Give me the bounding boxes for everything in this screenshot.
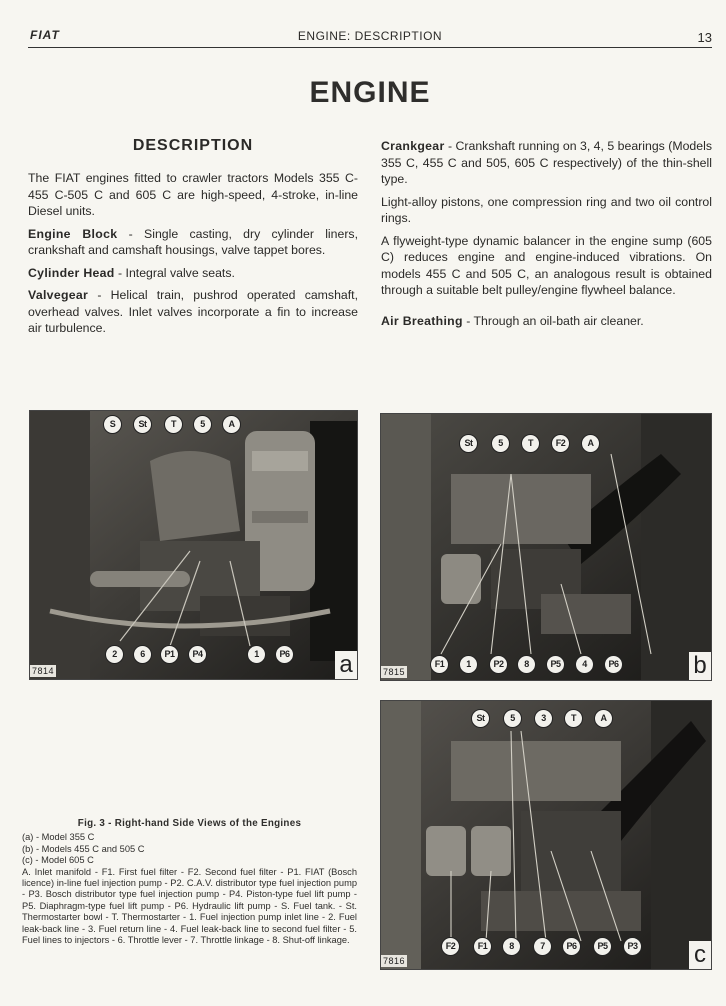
- valvegear-paragraph: Valvegear - Helical train, pushrod operated camshaft, overhead valves. Inlet valves incorporate a fin to increase air turbulence.: [28, 288, 358, 335]
- term: Valvegear: [28, 288, 89, 302]
- engine-photo-c-image: [381, 701, 711, 969]
- callout-label: 5: [193, 415, 212, 434]
- figure-caption: [22, 818, 357, 946]
- photo-code: 7815: [383, 667, 406, 677]
- callout-label: A: [594, 709, 613, 728]
- pistons-paragraph: Light-alloy pistons, one compression ring and two oil control rings.: [381, 194, 712, 225]
- callout-label: 1: [459, 655, 478, 674]
- callout-label: P2: [489, 655, 508, 674]
- callout-label: St: [471, 709, 490, 728]
- right-column: [381, 138, 712, 335]
- left-column: DESCRIPTION The FIAT engines fitted to crawler tractors Models 355 C-455 C-505 C and 605 C are high-speed, 4-stroke, in-line Diesel units. Engine Block - Single casting, dry cylinder liners, crankshaft and camshaft housings, valve tappet bores. Cylinder Head - Integral valve seats. Valvegear - Helical train, pushrod operated camshaft, overhead valves. Inlet valves incorporate a fin to increase air turbulence.: [28, 137, 358, 335]
- figure-title: Fig. 3 - Right-hand Side Views of the Engines: [77, 818, 302, 829]
- callout-label: F2: [441, 937, 460, 956]
- callout-label: 2: [105, 645, 124, 664]
- callout-label: P5: [593, 937, 612, 956]
- photo-letter: b: [689, 652, 711, 680]
- balancer-paragraph: A flyweight-type dynamic balancer in the engine sump (605 C) reduces engine and engine-induced vibrations. On models 455 C and 505 C, an analogous result is obtained through a suitable belt pulley/engine flywheel balance.: [381, 233, 712, 297]
- callout-label: 5: [491, 434, 510, 453]
- callout-label: P3: [623, 937, 642, 956]
- callout-label: 1: [247, 645, 266, 664]
- header-rule: [28, 47, 712, 48]
- brand-logo: FIAT: [30, 28, 60, 42]
- page-title: ENGINE: [309, 76, 431, 109]
- intro-paragraph: The FIAT engines fitted to crawler tractors Models 355 C-455 C-505 C and 605 C are high-speed, 4-stroke, in-line Diesel units.: [28, 171, 358, 218]
- callout-label: F2: [551, 434, 570, 453]
- engine-photo-b: [380, 413, 712, 681]
- callout-label: St: [459, 434, 478, 453]
- callout-label: A: [581, 434, 600, 453]
- term: Cylinder Head: [28, 265, 115, 280]
- callout-label: P6: [562, 937, 581, 956]
- model-line: (c) - Model 605 C: [22, 855, 94, 866]
- callout-label: T: [564, 709, 583, 728]
- callout-label: 3: [534, 709, 553, 728]
- callout-label: S: [103, 415, 122, 434]
- model-line: (a) - Model 355 C: [22, 832, 95, 843]
- callout-label: P4: [188, 645, 207, 664]
- callout-label: P6: [604, 655, 623, 674]
- figure-legend: A. Inlet manifold - F1. First fuel filter - F2. Second fuel filter - P1. FIAT (Bosch licence) in-line fuel injection pump - P2. C.A.V. distributor type fuel injection pump - P3. Bosch distributor type fuel injection pump - P4. Piston-type fuel lift pump - P5. Diaphragm-type fuel lift pump - P6. Hydraulic lift pump - S. Fuel tank. - St. Thermostarter bowl - T. Thermostarter - 1. Fuel injection pump inlet line - 2. Fuel leak-back line - 3. Fuel return line - 4. Fuel leak-back line to second fuel filter - 5. Fuel lines to injectors - 6. Throttle lever - 7. Throttle linkage - 8. Shut-off linkage.: [22, 866, 357, 946]
- engine-photo-a-image: [30, 411, 357, 679]
- callout-label: A: [222, 415, 241, 434]
- callout-label: F1: [430, 655, 449, 674]
- callout-label: 5: [503, 709, 522, 728]
- page-number: 13: [697, 30, 712, 45]
- air-breathing-paragraph: Air Breathing - Through an oil-bath air cleaner.: [381, 313, 644, 328]
- callout-label: P6: [275, 645, 294, 664]
- callout-label: T: [521, 434, 540, 453]
- callout-label: 4: [575, 655, 594, 674]
- engine-block-paragraph: Engine Block - Single casting, dry cylinder liners, crankshaft and camshaft housings, valve tappet bores.: [28, 226, 358, 257]
- callout-label: 8: [517, 655, 536, 674]
- cylinder-head-paragraph: Cylinder Head - Integral valve seats.: [28, 265, 235, 280]
- engine-photo-c: [380, 700, 712, 970]
- photo-letter: a: [335, 651, 357, 679]
- section-title: ENGINE: DESCRIPTION: [297, 29, 443, 43]
- model-line: (b) - Models 455 C and 505 C: [22, 843, 145, 854]
- callout-label: P5: [546, 655, 565, 674]
- callout-label: 8: [502, 937, 521, 956]
- photo-code: 7816: [383, 956, 406, 966]
- engine-photo-b-image: [381, 414, 711, 680]
- crankgear-paragraph: Crankgear - Crankshaft running on 3, 4, 5 bearings (Models 355 C, 455 C and 505, 605 C respectively) of the thin-shell type.: [381, 139, 712, 186]
- callout-label: P1: [160, 645, 179, 664]
- callout-label: T: [164, 415, 183, 434]
- photo-code: 7814: [32, 666, 55, 676]
- callout-label: St: [133, 415, 152, 434]
- term: Engine Block: [28, 226, 118, 241]
- callout-label: F1: [473, 937, 492, 956]
- callout-label: 6: [133, 645, 152, 664]
- callout-label: 7: [533, 937, 552, 956]
- term: Crankgear: [381, 139, 445, 153]
- term: Air Breathing: [381, 313, 463, 328]
- photo-letter: c: [689, 941, 711, 969]
- engine-photo-a: [29, 410, 358, 680]
